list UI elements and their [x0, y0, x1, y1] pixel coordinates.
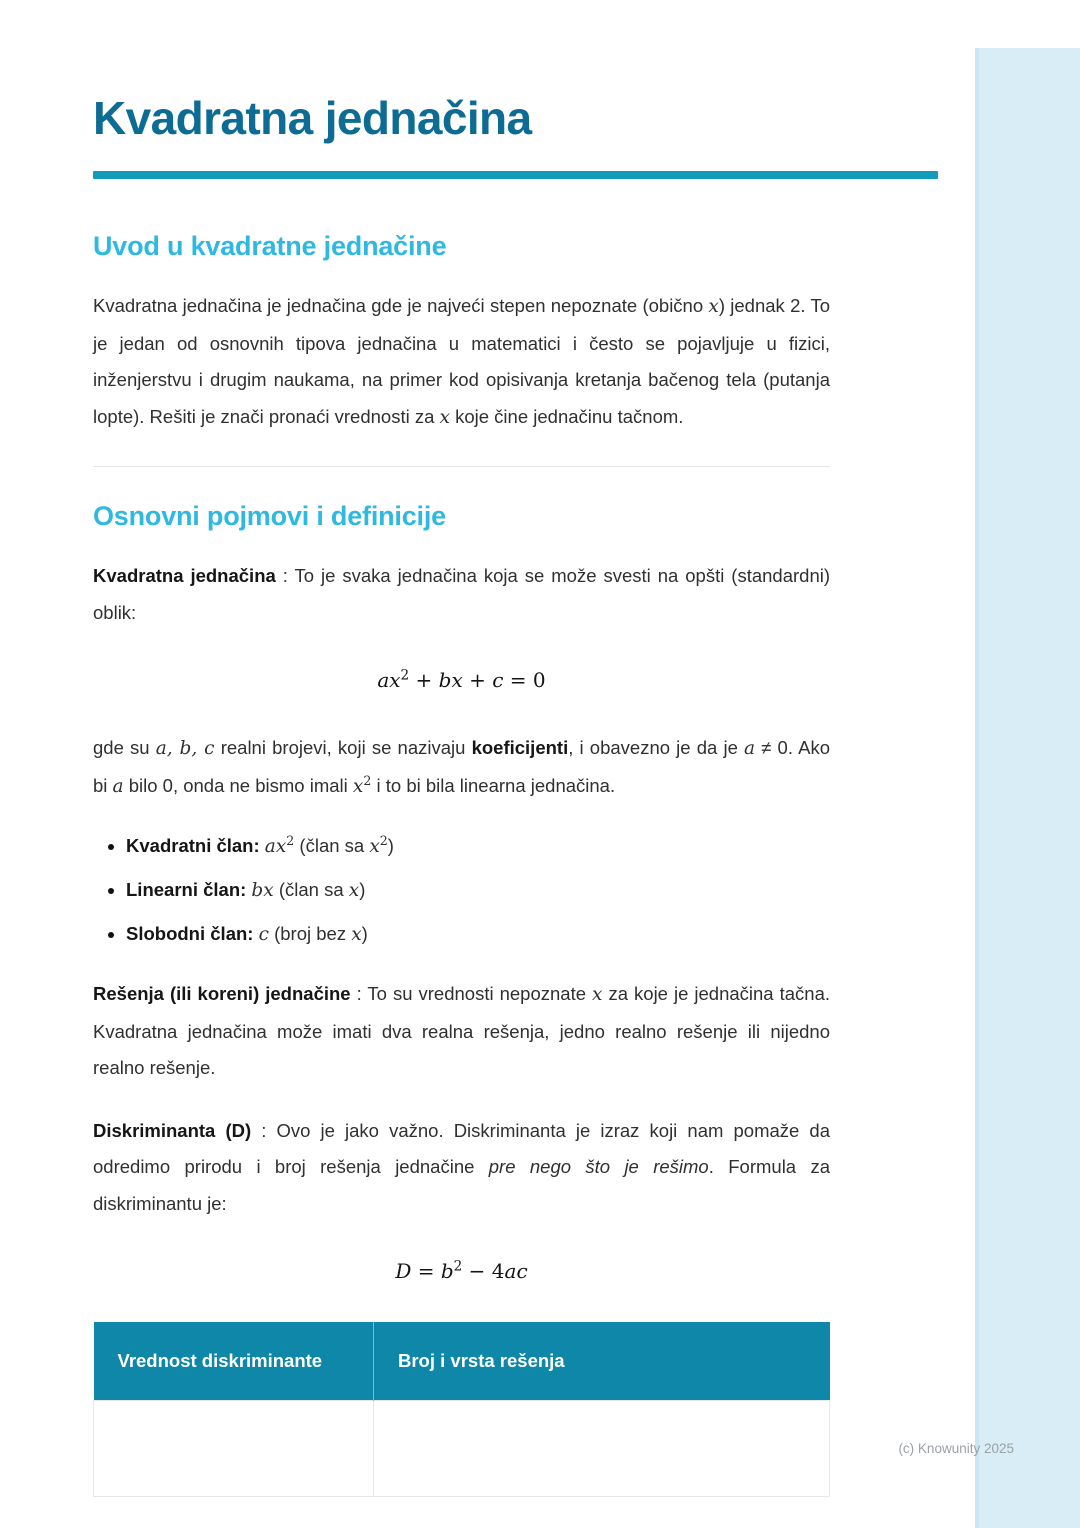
page-content [93, 0, 830, 1497]
list-item-kvadratni-clan: • Kvadratni član: $ax^2$ (član sa $x^2$) [126, 830, 830, 862]
table-header-row [94, 1322, 830, 1401]
discriminant-paragraph: Diskriminanta (D) : Ovo je jako važno. Diskriminanta je izraz koji nam pomaže da odredimo prirodu i broj rešenja jednačine pre nego što je rešimo. Formula za diskriminantu je: [93, 1119, 830, 1214]
solutions-paragraph: Rešenja (ili koreni) jednačine : To su vrednosti nepoznate x za koje je jednačina tačna. Kvadratna jednačina može imati dva realna rešenja, jedno realno rešenje ili nijedno realno rešenje. [93, 983, 830, 1079]
table-cell [94, 1401, 374, 1497]
page-margin-strip [975, 48, 1080, 1528]
definition-paragraph: Kvadratna jednačina : To je svaka jednačina koja se može svesti na opšti (standardni) oblik: [93, 565, 831, 623]
section-divider [93, 466, 830, 467]
discriminant-table [93, 1322, 830, 1497]
table-cell [374, 1401, 830, 1497]
table-row [94, 1401, 830, 1497]
coefficients-paragraph: gde su a, b, c realni brojevi, koji se nazivaju koeficijenti, i obavezno je da je a ≠ 0. Ako bi a bilo 0, onda ne bismo imali $x^2$ i to bi bila linearna jednačina. [93, 737, 831, 797]
list-item-slobodni-clan: • Slobodni član: c (broj bez x) [126, 918, 830, 950]
table-header-cell-broj: Broj i vrsta rešenja [374, 1322, 830, 1401]
terms-list [93, 830, 830, 950]
section-heading-uvod: Uvod u kvadratne jednačine [93, 231, 447, 262]
intro-paragraph: Kvadratna jednačina je jednačina gde je najveći stepen nepoznate (obično x) jednak 2. To je jedan od osnovnih tipova jednačina u matematici i često se pojavljuje u fizici, inženjerstvu i drugim naukama, na primer kod opisivanja kretanja bačenog tela (putanja lopte). Rešiti je znači pronaći vrednosti za x koje čine jednačinu tačnom. [93, 295, 830, 428]
page-title: Kvadratna jednačina [93, 92, 532, 144]
title-underline [93, 171, 938, 179]
math-formula-standard-form: $ax^2$ + bx + c = 0 [377, 667, 546, 693]
math-formula-discriminant: $D = b^2 - 4ac$ [395, 1258, 528, 1284]
copyright-watermark: (c) Knowunity 2025 [898, 1441, 1014, 1456]
section-heading-pojmovi: Osnovni pojmovi i definicije [93, 501, 446, 532]
table-header-cell-vrednost: Vrednost diskriminante [94, 1322, 374, 1401]
list-item-linearni-clan: • Linearni član: bx (član sa x) [126, 874, 830, 906]
